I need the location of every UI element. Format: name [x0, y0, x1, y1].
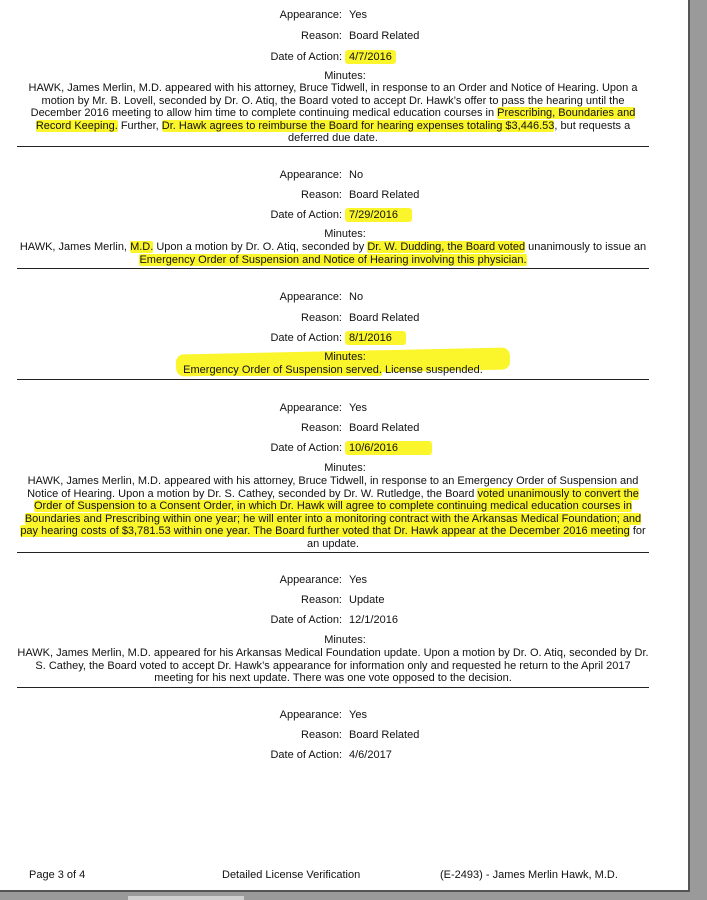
appearance-label: Appearance: [279, 291, 342, 303]
entry-divider [17, 268, 649, 269]
reason-value: Board Related [349, 30, 420, 42]
footer-license-id: (E-2493) - James Merlin Hawk, M.D. [440, 869, 618, 881]
minutes-label: Minutes: [324, 70, 366, 82]
date-value: 7/29/2016 [345, 208, 412, 222]
appearance-value: Yes [349, 709, 367, 721]
appearance-label: Appearance: [279, 402, 342, 414]
date-value: 4/7/2016 [345, 50, 396, 64]
date-row [0, 208, 690, 222]
footer-title: Detailed License Verification [222, 869, 361, 881]
reason-value: Board Related [349, 422, 420, 434]
reason-value: Board Related [349, 189, 420, 201]
appearance-row [0, 168, 690, 182]
horizontal-scrollbar-thumb[interactable] [128, 896, 244, 900]
date-label: Date of Action: [270, 749, 342, 761]
reason-label: Reason: [301, 422, 342, 434]
appearance-row [0, 401, 690, 415]
entry-divider [17, 687, 649, 688]
reason-label: Reason: [301, 312, 342, 324]
appearance-row [0, 708, 690, 722]
minutes-text: HAWK, James Merlin, M.D. appeared with his attorney, Bruce Tidwell, in response to an Order and Notice of Hearing. Upon a motion by Mr. B. Lovell, seconded by Dr. O. Atiq, the Board voted to accept Dr. Hawk’s offer to pass the hearing until the December 2016 meeting to allow him time to complete continuing medical education courses in Prescribing, Boundaries and Record Keeping. Further, Dr. Hawk agrees to reimburse the Board for hearing expenses totaling $3,446.53, but requests a deferred due date. [28, 82, 638, 145]
appearance-label: Appearance: [279, 169, 342, 181]
footer-page-number: Page 3 of 4 [29, 869, 86, 881]
reason-row [0, 593, 690, 607]
date-value: 4/6/2017 [349, 749, 392, 761]
reason-label: Reason: [301, 729, 342, 741]
minutes-label: Minutes: [324, 634, 366, 646]
reason-row [0, 29, 690, 43]
appearance-value: No [349, 291, 364, 303]
reason-label: Reason: [301, 189, 342, 201]
date-label: Date of Action: [270, 51, 342, 63]
minutes-label: Minutes: [324, 228, 366, 240]
date-value: 12/1/2016 [349, 614, 398, 626]
date-label: Date of Action: [270, 442, 342, 454]
reason-label: Reason: [301, 30, 342, 42]
date-label: Date of Action: [270, 332, 342, 344]
reason-row [0, 311, 690, 325]
appearance-row [0, 573, 690, 587]
appearance-label: Appearance: [279, 9, 342, 21]
date-row [0, 441, 690, 455]
reason-row [0, 421, 690, 435]
reason-row [0, 728, 690, 742]
appearance-label: Appearance: [279, 709, 342, 721]
reason-label: Reason: [301, 594, 342, 606]
reason-value: Board Related [349, 312, 420, 324]
date-label: Date of Action: [270, 614, 342, 626]
reason-row [0, 188, 690, 202]
date-row [0, 748, 690, 762]
date-value: 8/1/2016 [345, 331, 406, 345]
appearance-value: Yes [349, 402, 367, 414]
date-value: 10/6/2016 [345, 441, 432, 455]
date-row [0, 613, 690, 627]
date-label: Date of Action: [270, 209, 342, 221]
minutes-label: Minutes: [324, 351, 366, 363]
appearance-row [0, 290, 690, 304]
appearance-value: Yes [349, 9, 367, 21]
minutes-text: HAWK, James Merlin, M.D. Upon a motion by Dr. O. Atiq, seconded by Dr. W. Dudding, the Board voted unanimously to issue an Emergency Order of Suspension and Notice of Hearing involving this physician. [19, 241, 647, 266]
entry-divider [17, 552, 649, 553]
reason-value: Board Related [349, 729, 420, 741]
appearance-label: Appearance: [279, 574, 342, 586]
appearance-value: No [349, 169, 364, 181]
minutes-text: HAWK, James Merlin, M.D. appeared for his Arkansas Medical Foundation update. Upon a motion by Dr. O. Atiq, seconded by Dr. S. Cathey, the Board voted to accept Dr. Hawk’s appearance for information only and requested he return to the April 2017 meeting for his next update. There was one vote opposed to the decision. [17, 647, 649, 685]
entry-divider [17, 146, 649, 147]
minutes-text: Emergency Order of Suspension served. License suspended. [183, 364, 483, 376]
minutes-label: Minutes: [324, 462, 366, 474]
appearance-value: Yes [349, 574, 367, 586]
reason-value: Update [349, 594, 385, 606]
minutes-text: HAWK, James Merlin, M.D. appeared with his attorney, Bruce Tidwell, in response to an Emergency Order of Suspension and Notice of Hearing. Upon a motion by Dr. S. Cathey, seconded by Dr. W. Rutledge, the Board voted unanimously to convert the Order of Suspension to a Consent Order, in which Dr. Hawk will agree to complete continuing medical education courses in Boundaries and Prescribing within one year; he will enter into a monitoring contract with the Arkansas Medical Foundation; and pay hearing costs of $3,781.53 within one year. The Board further voted that Dr. Hawk appear at the December 2016 meeting for an update. [20, 475, 646, 550]
entry-divider [17, 379, 649, 380]
date-row [0, 331, 690, 345]
appearance-row [0, 8, 690, 22]
date-row [0, 50, 690, 64]
